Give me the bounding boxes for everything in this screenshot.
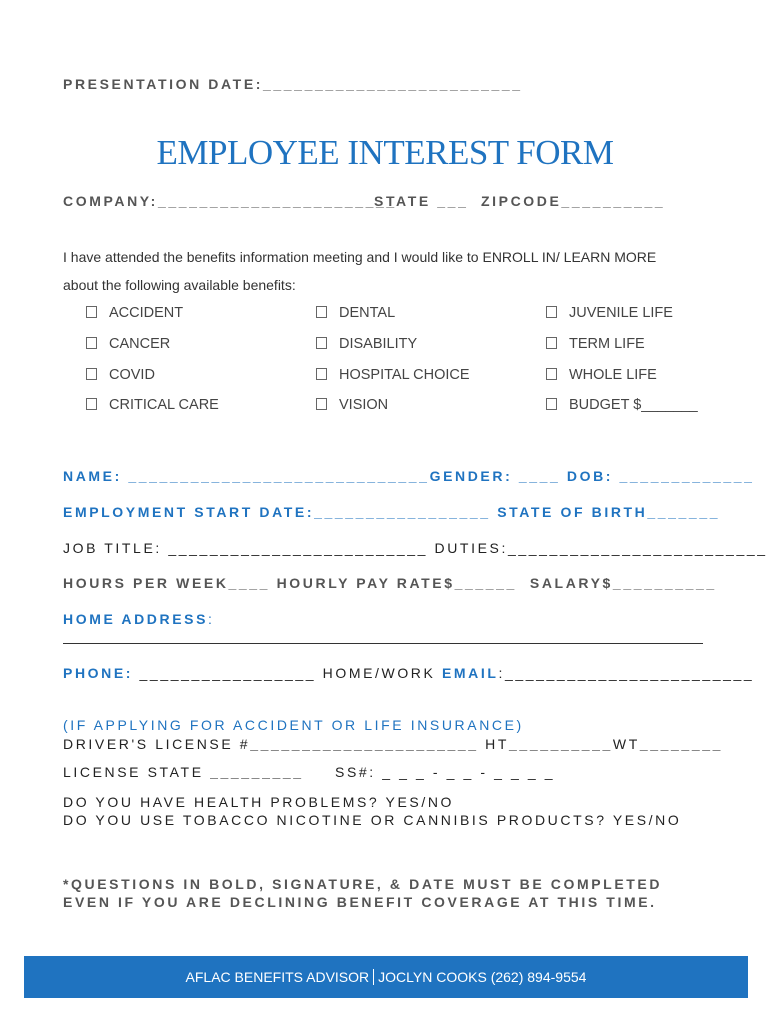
benefit-disability[interactable] xyxy=(316,336,417,352)
benefit-cancer[interactable] xyxy=(86,336,170,352)
benefit-label: COVID xyxy=(109,367,155,383)
benefit-term-life[interactable] xyxy=(546,336,645,352)
form-title: EMPLOYEE INTEREST FORM xyxy=(156,133,614,172)
phone-blank[interactable]: _________________ xyxy=(139,665,317,681)
home-address-label: HOME ADDRESS: xyxy=(63,611,215,627)
job-title-label: JOB TITLE: _________________________ xyxy=(63,540,429,556)
benefit-budget[interactable] xyxy=(546,397,698,413)
gender-label: GENDER: ____ xyxy=(429,468,561,484)
home-work-label: HOME/WORK xyxy=(316,665,442,681)
tobacco-question: DO YOU USE TOBACCO NICOTINE OR CANNIBIS PRODUCTS? YES/NO xyxy=(63,812,682,828)
ht-blank[interactable]: __________ xyxy=(509,736,613,752)
footer-advisor-label: AFLAC BENEFITS ADVISOR xyxy=(185,969,370,985)
footer-text xyxy=(24,969,748,985)
checkbox-icon[interactable] xyxy=(316,337,327,349)
job-title-field[interactable] xyxy=(63,540,768,556)
footer-divider xyxy=(373,969,374,985)
health-question: DO YOU HAVE HEALTH PROBLEMS? YES/NO xyxy=(63,794,455,810)
notice-line-2: EVEN IF YOU ARE DECLINING BENEFIT COVERAGE AT THIS TIME. xyxy=(63,894,657,910)
ht-label: HT xyxy=(478,736,510,752)
drivers-license-field[interactable] xyxy=(63,736,723,752)
checkbox-icon[interactable] xyxy=(546,398,557,410)
hours-label: HOURS PER WEEK____ xyxy=(63,575,271,591)
footer-contact: JOCLYN COOKS (262) 894-9554 xyxy=(378,969,587,985)
benefit-label: CRITICAL CARE xyxy=(109,397,219,413)
employment-start-label: EMPLOYMENT START DATE:_________________ xyxy=(63,504,491,520)
insurance-heading: (IF APPLYING FOR ACCIDENT OR LIFE INSURANCE) xyxy=(63,717,524,733)
checkbox-icon[interactable] xyxy=(546,306,557,318)
benefit-critical-care[interactable] xyxy=(86,397,219,413)
duties-label: DUTIES:_________________________ xyxy=(434,540,768,556)
footer-bar xyxy=(24,956,748,998)
state-of-birth-label: STATE OF BIRTH_______ xyxy=(497,504,721,520)
checkbox-icon[interactable] xyxy=(86,368,97,380)
benefit-dental[interactable] xyxy=(316,305,395,321)
benefit-juvenile-life[interactable] xyxy=(546,305,673,321)
license-state-field[interactable] xyxy=(63,764,304,780)
benefit-label: JUVENILE LIFE xyxy=(569,305,673,321)
checkbox-icon[interactable] xyxy=(86,398,97,410)
home-address-line[interactable] xyxy=(63,643,703,644)
checkbox-icon[interactable] xyxy=(546,337,557,349)
checkbox-icon[interactable] xyxy=(316,306,327,318)
intro-line-1: I have attended the benefits information meeting and I would like to ENROLL IN/ LEARN MORE xyxy=(63,249,657,265)
checkbox-icon[interactable] xyxy=(86,306,97,318)
presentation-date-field[interactable]: PRESENTATION DATE:_________________________ xyxy=(63,76,523,92)
benefit-label: HOSPITAL CHOICE xyxy=(339,367,470,383)
hours-pay-field[interactable] xyxy=(63,575,717,591)
checkbox-icon[interactable] xyxy=(86,337,97,349)
benefit-whole-life[interactable] xyxy=(546,367,657,383)
email-label: EMAIL xyxy=(441,665,499,681)
benefit-label: DENTAL xyxy=(339,305,396,321)
hourly-pay-label: HOURLY PAY RATE$______ xyxy=(276,575,517,591)
email-blank[interactable]: :________________________ xyxy=(498,665,755,681)
phone-email-field[interactable] xyxy=(63,665,754,681)
intro-line-2: about the following available benefits: xyxy=(63,277,296,293)
dl-blank[interactable]: ______________________ xyxy=(250,736,479,752)
benefit-label: ACCIDENT xyxy=(109,305,184,321)
dob-label: DOB: _____________ xyxy=(566,468,755,484)
checkbox-icon[interactable] xyxy=(316,398,327,410)
zipcode-field[interactable]: ZIPCODE__________ xyxy=(481,193,666,209)
benefit-covid[interactable] xyxy=(86,367,155,383)
notice-line-1: *QUESTIONS IN BOLD, SIGNATURE, & DATE MUST BE COMPLETED xyxy=(63,876,663,892)
phone-label: PHONE: xyxy=(63,665,140,681)
salary-label: SALARY$__________ xyxy=(529,575,717,591)
benefit-hospital-choice[interactable] xyxy=(316,367,470,383)
license-state-label: LICENSE STATE xyxy=(63,764,211,780)
checkbox-icon[interactable] xyxy=(316,368,327,380)
benefit-label: BUDGET $_______ xyxy=(569,397,698,413)
benefit-label: WHOLE LIFE xyxy=(569,367,657,383)
checkbox-icon[interactable] xyxy=(546,368,557,380)
company-field[interactable]: COMPANY:_______________________ xyxy=(63,193,397,209)
wt-blank[interactable]: ________ xyxy=(639,736,723,752)
benefit-label: VISION xyxy=(339,397,389,413)
name-label: NAME: _____________________________ xyxy=(63,468,430,484)
employment-start-field[interactable] xyxy=(63,504,720,520)
drivers-license-label: DRIVER'S LICENSE # xyxy=(63,736,251,752)
ss-field[interactable]: SS#: _ _ _ - _ _ - _ _ _ _ xyxy=(335,764,556,780)
wt-label: WT xyxy=(612,736,640,752)
benefit-label: DISABILITY xyxy=(339,336,418,352)
state-field[interactable]: STATE ___ xyxy=(374,193,469,209)
ls-blank[interactable]: _________ xyxy=(210,764,304,780)
benefit-label: CANCER xyxy=(109,336,171,352)
benefit-vision[interactable] xyxy=(316,397,388,413)
benefit-accident[interactable] xyxy=(86,305,183,321)
name-field[interactable] xyxy=(63,468,755,484)
benefit-label: TERM LIFE xyxy=(569,336,645,352)
